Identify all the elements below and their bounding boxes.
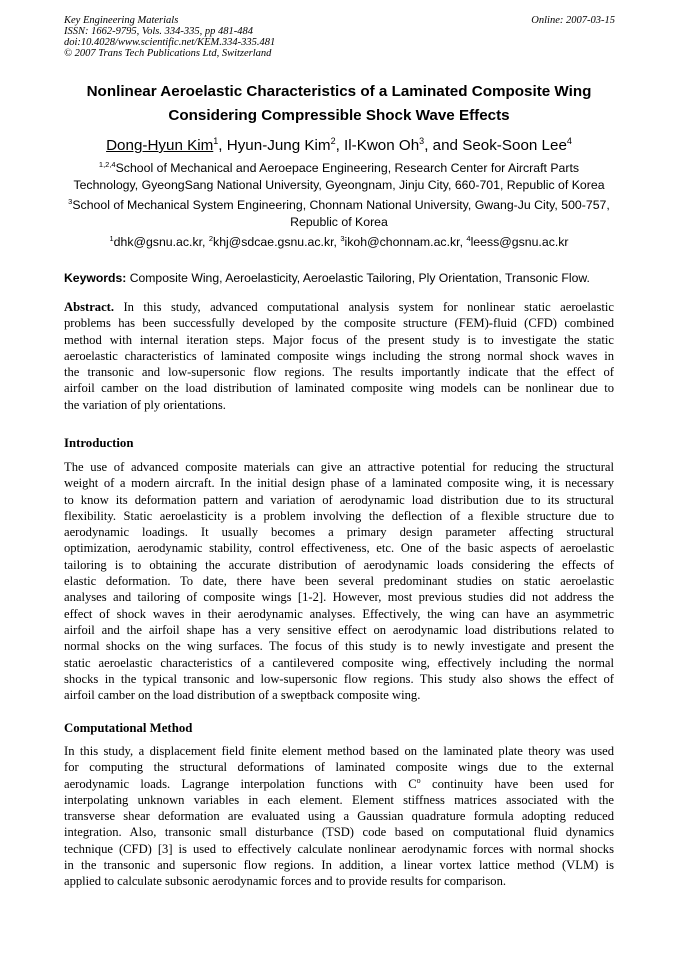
abstract-line: airfoil camber on the load distribution of laminated composite wing models can be nonlinear due to	[64, 381, 614, 396]
introduction-body	[64, 459, 614, 703]
author-sep: , and	[424, 137, 463, 154]
abstract-line: the variation of ply orientations.	[64, 397, 226, 412]
body-line: weight of a modern aircraft. In the initial design phase of a laminated composite wing, it is necessary	[64, 476, 614, 491]
affiliation-1	[44, 160, 634, 194]
author-list	[30, 135, 648, 157]
email-address: leess@gsnu.ac.kr	[470, 235, 569, 249]
online-date: Online: 2007-03-15	[531, 15, 615, 26]
email-sup: 2	[208, 234, 214, 243]
abstract-label: Abstract.	[64, 300, 115, 314]
body-line: flexibility. Static aeroelasticity is a problem involving the deflection of a flexible structure due to	[64, 508, 614, 523]
affiliation-line: School of Mechanical System Engineering, Chonnam National University, Gwang-Ju City, 500-757,	[72, 198, 610, 212]
body-line: airfoil and the airfoil shape has a very sensitive effect on aerodynamic load distributions related to	[64, 622, 614, 637]
journal-header	[64, 15, 275, 59]
author-name: Seok-Soon Lee	[462, 137, 567, 154]
body-line: integration. Also, transonic small disturbance (TSD) code based on computational fluid dynamics	[64, 825, 614, 840]
author-sup: 2	[330, 136, 336, 146]
journal-name: Key Engineering Materials	[64, 15, 179, 26]
body-line: interpolating unknown variables in each element. Element stiffness matrices associated with the	[64, 792, 614, 807]
abstract-line: problems has been successfully developed by the composite structure (FEM)-fluid (CFD) combined	[64, 316, 614, 331]
body-line: In this study, a displacement field finite element method based on the laminated plate theory was used	[64, 744, 614, 758]
body-line: to know its deformation pattern and variation of aerodynamic load distribution due to its structural	[64, 492, 614, 507]
body-line: technique (CFD) [3] is used to effectively calculate nonlinear aerodynamic forces with normal shocks	[64, 841, 614, 856]
issn-line: ISSN: 1662-9795, Vols. 334-335, pp 481-484	[64, 26, 253, 37]
copyright-line: © 2007 Trans Tech Publications Ltd, Switzerland	[64, 48, 272, 59]
section-heading-introduction: Introduction	[64, 436, 134, 450]
body-line: aerodynamic loadings. It usually becomes a primary design parameter affecting structural	[64, 525, 614, 540]
body-line: analyses and tailoring of composite wings [1-2]. However, most previous studies did not address the	[64, 590, 614, 605]
body-line: tailoring is to obtaining the accurate distribution of aerodynamic loads considering the effects of	[64, 557, 614, 572]
email-address: dhk@gsnu.ac.kr	[113, 235, 203, 249]
email-sup: 4	[466, 234, 471, 243]
body-line: static aeroelastic characteristics of a cantilevered composite wing, effectively including the normal	[64, 655, 614, 670]
continuity-superscript: o	[416, 775, 421, 785]
title-line-1: Nonlinear Aeroelastic Characteristics of a Laminated Composite Wing	[86, 83, 592, 100]
email-address: khj@sdcae.gsnu.ac.kr	[213, 235, 334, 249]
paper-title	[40, 80, 638, 128]
title-line-2: Considering Compressible Shock Wave Effects	[168, 107, 510, 124]
body-line: normal shocks on the wing surfaces. The focus of this study is to newly investigate and present the	[64, 639, 614, 654]
abstract-line: aeroelastic characteristics of laminated composite wings including the strong normal shock waves in	[64, 348, 614, 363]
body-line: The use of advanced composite materials can give an attractive potential for reducing the structural	[64, 460, 614, 474]
body-line: effect of shock waves in their aerodynamic analyses. Effectively, the wing can have an asymmetric	[64, 606, 614, 621]
author-name: Dong-Hyun Kim	[106, 137, 214, 154]
body-line: elastic deformation. To date, there have been several predominant studies on static aeroelastic	[64, 574, 614, 589]
abstract-line: the transonic and low-supersonic flow regions. The results importantly indicate that the effect of	[64, 365, 614, 380]
keywords	[64, 270, 590, 286]
body-line: shocks in the typical transonic and low-supersonic flow regions. This study also shows the effect of	[64, 671, 614, 686]
keywords-label: Keywords:	[64, 271, 127, 285]
abstract-line: method with internal iteration steps. Major focus of the present study is to investigate the static	[64, 332, 614, 347]
affiliation-sup: 3	[68, 197, 73, 206]
author-sup: 3	[419, 136, 425, 146]
abstract-line: In this study, advanced computational analysis system for nonlinear static aeroelastic	[114, 300, 614, 314]
email-address: ikoh@chonnam.ac.kr	[344, 235, 460, 249]
author-sup: 1	[213, 136, 219, 146]
abstract	[64, 299, 614, 413]
body-line: airfoil camber on the load distribution of a sweptback composite wing.	[64, 688, 421, 703]
affiliation-line: Technology, GyeongSang National University, Gyeongnam, Jinju City, 660-701, Republic of Korea	[73, 178, 605, 192]
body-line: transverse shear deformation are evaluated using a Gaussian quadrature formula adopting reduced	[64, 809, 614, 824]
body-line-continuation: continuity have been used for	[420, 776, 614, 791]
affiliation-line: Republic of Korea	[290, 215, 388, 229]
author-sep: ,	[335, 137, 345, 154]
computational-method-body	[64, 743, 614, 890]
doi-line: doi:10.4028/www.scientific.net/KEM.334-335.481	[64, 37, 276, 48]
keywords-text: Composite Wing, Aeroelasticity, Aeroelastic Tailoring, Ply Orientation, Transonic Flow.	[126, 271, 590, 285]
body-line: applied to calculate subsonic aerodynamic forces and to provide results for comparison.	[64, 874, 507, 889]
affiliation-2	[44, 197, 634, 231]
author-sup: 4	[566, 136, 572, 146]
affiliation-line: School of Mechanical and Aeroepace Engineering, Research Center for Aircraft Parts	[115, 161, 580, 175]
body-line: aerodynamic loads. Lagrange interpolation functions with C	[64, 776, 417, 791]
email-sup: 3	[340, 234, 345, 243]
email-list: $^1$dhk@gsnu.ac.kr, $^2$khj@sdcae.gsnu.ac.kr, $^3$ikoh@chonnam.ac.kr, $^4$leess@gsnu.ac.kr	[109, 234, 569, 249]
affiliation-sup: 1,2,4	[98, 160, 116, 169]
body-line: in the transonic and supersonic flow regions. In addition, a linear vortex lattice method (VLM) is	[64, 858, 614, 873]
body-line: for computing the structural deformations of laminated composite wings due to the external	[64, 760, 614, 775]
body-line: optimization, aerodynamic stability, control effectiveness, etc. One of the basic aspects of aeroelastic	[64, 541, 614, 556]
section-heading-computational-method: Computational Method	[64, 721, 193, 735]
author-name: Il-Kwon Oh	[344, 137, 420, 154]
author-name: Hyun-Jung Kim	[226, 137, 331, 154]
author-sep: ,	[218, 137, 227, 154]
email-sup: 1	[109, 234, 114, 243]
